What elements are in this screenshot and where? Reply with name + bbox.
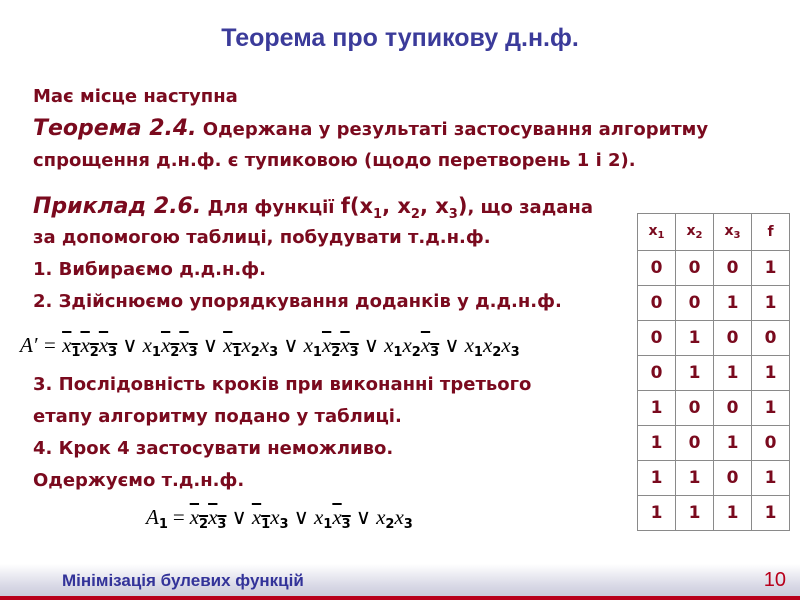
formula-a1-term-1: [189, 505, 227, 532]
literal-index: 2: [411, 345, 421, 360]
theorem-line-2: спрощення д.н.ф. є тупиковою (щодо перетворень 1 і 2).: [33, 150, 636, 171]
table-cell: 1: [752, 356, 790, 391]
page-number: 10: [763, 569, 786, 591]
theorem-line-1: [33, 113, 708, 145]
header-index: 2: [695, 230, 703, 241]
formula-a1-term-4: [376, 505, 413, 532]
or-operator: ∨: [363, 333, 380, 357]
table-cell: 1: [752, 496, 790, 531]
table-cell: 0: [714, 321, 752, 356]
formula-a-prime-term-5: [384, 333, 440, 360]
table-row: [638, 461, 790, 496]
formula-a1: [146, 505, 413, 532]
table-cell: 1: [752, 391, 790, 426]
table-cell: 0: [714, 251, 752, 286]
literal: [142, 333, 161, 360]
literal-index: 3: [108, 345, 118, 360]
formula-a-prime-lhs: A′ =: [20, 333, 63, 357]
negated-literal: [160, 333, 180, 360]
table-cell: 0: [638, 321, 676, 356]
negated-literal: [189, 505, 209, 532]
literal-index: 3: [510, 345, 520, 360]
literal-index: 2: [331, 345, 341, 360]
table-row: [638, 286, 790, 321]
table-cell: 0: [714, 391, 752, 426]
table-cell: 1: [676, 496, 714, 531]
table-cell: 1: [638, 496, 676, 531]
table-cell: 1: [752, 461, 790, 496]
table-cell: 0: [676, 286, 714, 321]
step-3b: етапу алгоритму подано у таблиці.: [33, 406, 402, 427]
formula-a-prime-term-2: [142, 333, 198, 360]
table-cell: 1: [676, 321, 714, 356]
literal-index: 1: [473, 345, 483, 360]
table-row: [638, 426, 790, 461]
literal-var: x: [208, 505, 218, 529]
header-index: 3: [733, 230, 741, 241]
or-operator: ∨: [202, 333, 219, 357]
footer-title: Мінімізація булевих функцій: [62, 571, 304, 590]
literal-var: x: [259, 333, 270, 357]
table-row: [638, 251, 790, 286]
step-2: 2. Здійснюємо упорядкування доданків у д.д.н.ф.: [33, 291, 562, 312]
literal-var: x: [482, 333, 493, 357]
example-line-1: [33, 190, 593, 222]
table-cell: 0: [676, 391, 714, 426]
footer-accent-line: [0, 596, 800, 600]
literal: [501, 333, 520, 360]
theorem-text-1: Одержана у результаті застосування алгоритму: [196, 119, 709, 140]
literal-var: x: [62, 333, 72, 357]
slide-title: Теорема про тупикову д.н.ф.: [221, 24, 579, 52]
theorem-block: [33, 81, 708, 177]
column-header-x2: [676, 214, 714, 251]
or-operator: ∨: [283, 333, 299, 357]
formula-a-prime-term-3: [223, 333, 279, 360]
literal-index: 1: [71, 345, 81, 360]
literal: [376, 505, 395, 532]
literal: [384, 333, 403, 360]
literal-var: x: [80, 333, 90, 357]
literal-var: x: [142, 333, 152, 357]
table-cell: 0: [638, 251, 676, 286]
formula-a1-lhs: A: [146, 505, 159, 529]
formula-a1-lhs-index: 1: [158, 517, 168, 532]
literal-var: x: [402, 333, 412, 357]
example-text-1b: , що задана: [467, 197, 593, 218]
literal: [259, 333, 279, 360]
literal-var: x: [332, 505, 342, 529]
negated-literal: [251, 505, 271, 532]
literal-var: x: [420, 333, 431, 357]
negated-literal: [98, 333, 118, 360]
negated-literal: [80, 333, 99, 360]
literal-var: x: [394, 505, 404, 529]
column-header-x1: [638, 214, 676, 251]
literal: [482, 333, 502, 360]
column-header-x3: [714, 214, 752, 251]
example-label: Приклад 2.6.: [33, 194, 202, 219]
literal-index: 3: [217, 517, 227, 532]
literal: [270, 505, 289, 532]
table-cell: 1: [752, 286, 790, 321]
header-var: x: [724, 223, 734, 239]
literal: [464, 333, 483, 360]
table-row: [638, 496, 790, 531]
negated-literal: [420, 333, 440, 360]
table-cell: 1: [676, 356, 714, 391]
literal-var: x: [384, 333, 394, 357]
table-cell: 0: [714, 461, 752, 496]
literal-var: x: [501, 333, 511, 357]
or-operator: ∨: [293, 505, 309, 529]
truth-table: [637, 213, 790, 531]
table-cell: 1: [638, 426, 676, 461]
literal-index: 3: [269, 345, 279, 360]
func-f: f(x: [340, 194, 374, 218]
or-operator: ∨: [231, 505, 247, 529]
literal-index: 2: [385, 517, 395, 532]
table-cell: 1: [638, 461, 676, 496]
literal-var: x: [376, 505, 386, 529]
func-sub-3: 3: [448, 207, 458, 223]
or-operator: ∨: [122, 333, 138, 357]
literal-index: 2: [250, 345, 260, 360]
or-operator: ∨: [355, 505, 372, 529]
formula-a-prime-term-4: [303, 333, 359, 360]
column-header-f: [752, 214, 790, 251]
literal-index: 3: [188, 345, 198, 360]
table-cell: 1: [714, 426, 752, 461]
negated-literal: [321, 333, 341, 360]
func-sub-1: 1: [373, 207, 383, 223]
literal-index: 2: [170, 345, 180, 360]
literal: [303, 333, 322, 360]
literal: [241, 333, 260, 360]
literal-var: x: [98, 333, 109, 357]
example-line-2: за допомогою таблиці, побудувати т.д.н.ф.: [33, 227, 491, 248]
formula-a1-equals: =: [172, 505, 185, 529]
literal-index: 2: [89, 345, 99, 360]
literal-index: 2: [199, 517, 209, 532]
literal-index: 2: [492, 345, 502, 360]
table-cell: 1: [638, 391, 676, 426]
literal-index: 1: [323, 517, 333, 532]
literal-index: 3: [430, 345, 440, 360]
table-cell: 0: [676, 251, 714, 286]
formula-a1-term-2: [251, 505, 289, 532]
steps-block: [33, 369, 531, 497]
header-var: x: [686, 223, 696, 239]
intro-text: Має місце наступна: [33, 86, 238, 107]
table-cell: 0: [676, 426, 714, 461]
literal-index: 3: [403, 517, 413, 532]
func-comma-2: , x: [419, 194, 449, 218]
literal: [394, 505, 413, 532]
literal-var: x: [303, 333, 313, 357]
negated-literal: [208, 505, 227, 532]
formula-a-prime: [20, 333, 520, 360]
table-cell: 0: [638, 356, 676, 391]
table-row: [638, 321, 790, 356]
truth-table-header: [638, 214, 790, 251]
result-text: Одержуємо т.д.н.ф.: [33, 470, 245, 491]
func-sub-2: 2: [410, 207, 420, 223]
func-comma-1: , x: [382, 194, 411, 218]
or-operator: ∨: [444, 333, 460, 357]
literal-index: 3: [279, 517, 289, 532]
literal-index: 3: [341, 517, 351, 532]
step-1: 1. Вибираємо д.д.н.ф.: [33, 259, 266, 280]
table-cell: 1: [714, 286, 752, 321]
literal-var: x: [313, 505, 324, 529]
formula-a-prime-term-1: [62, 333, 118, 360]
step-4: 4. Крок 4 застосувати неможливо.: [33, 438, 394, 459]
literal-var: x: [340, 333, 350, 357]
literal-var: x: [241, 333, 251, 357]
literal-var: x: [189, 505, 200, 529]
function-signature: [340, 194, 468, 223]
literal: [402, 333, 421, 360]
literal-index: 1: [261, 517, 271, 532]
truth-table-body: [638, 251, 790, 531]
func-close: ): [457, 194, 468, 218]
step-3a: 3. Послідовність кроків при виконанні третього: [33, 374, 532, 395]
literal-var: x: [270, 505, 280, 529]
table-row: [638, 391, 790, 426]
literal-var: x: [160, 333, 171, 357]
example-text-1a: Для функції: [201, 197, 341, 218]
negated-literal: [179, 333, 198, 360]
negated-literal: [340, 333, 359, 360]
header-var: f: [767, 224, 774, 240]
negated-literal: [332, 505, 351, 532]
literal-var: x: [321, 333, 332, 357]
literal-index: 3: [349, 345, 359, 360]
literal-var: x: [179, 333, 189, 357]
table-cell: 0: [638, 286, 676, 321]
literal-index: 1: [312, 345, 322, 360]
literal-var: x: [464, 333, 474, 357]
table-cell: 0: [752, 321, 790, 356]
theorem-label: Теорема 2.4.: [33, 116, 197, 141]
header-index: 1: [657, 230, 665, 241]
table-cell: 1: [714, 496, 752, 531]
table-cell: 0: [752, 426, 790, 461]
literal-index: 1: [151, 345, 161, 360]
literal: [313, 505, 333, 532]
literal-index: 1: [232, 345, 242, 360]
table-cell: 1: [752, 251, 790, 286]
negated-literal: [62, 333, 81, 360]
example-block: [33, 190, 593, 318]
table-cell: 1: [714, 356, 752, 391]
table-row: [638, 356, 790, 391]
literal-var: x: [223, 333, 233, 357]
header-var: x: [648, 223, 658, 239]
formula-a1-term-3: [313, 505, 351, 532]
negated-literal: [223, 333, 242, 360]
literal-index: 1: [393, 345, 403, 360]
table-cell: 1: [676, 461, 714, 496]
literal-var: x: [251, 505, 262, 529]
formula-a-prime-term-6: [464, 333, 520, 360]
